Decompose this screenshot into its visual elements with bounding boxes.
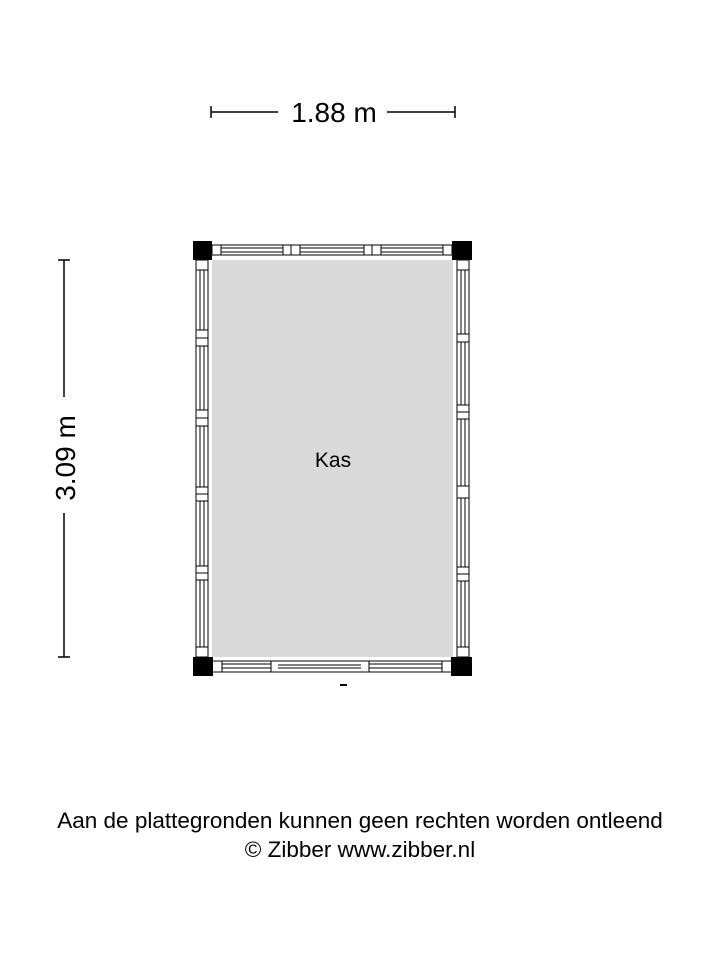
room-label: Kas (314, 449, 352, 472)
door-marker (340, 684, 347, 686)
width-dimension-label: 1.88 m (291, 97, 377, 128)
height-dimension-label: 3.09 m (50, 415, 81, 501)
disclaimer-text: Aan de plattegronden kunnen geen rechten worden ontleend (57, 808, 663, 833)
copyright-text: © Zibber www.zibber.nl (244, 837, 476, 862)
